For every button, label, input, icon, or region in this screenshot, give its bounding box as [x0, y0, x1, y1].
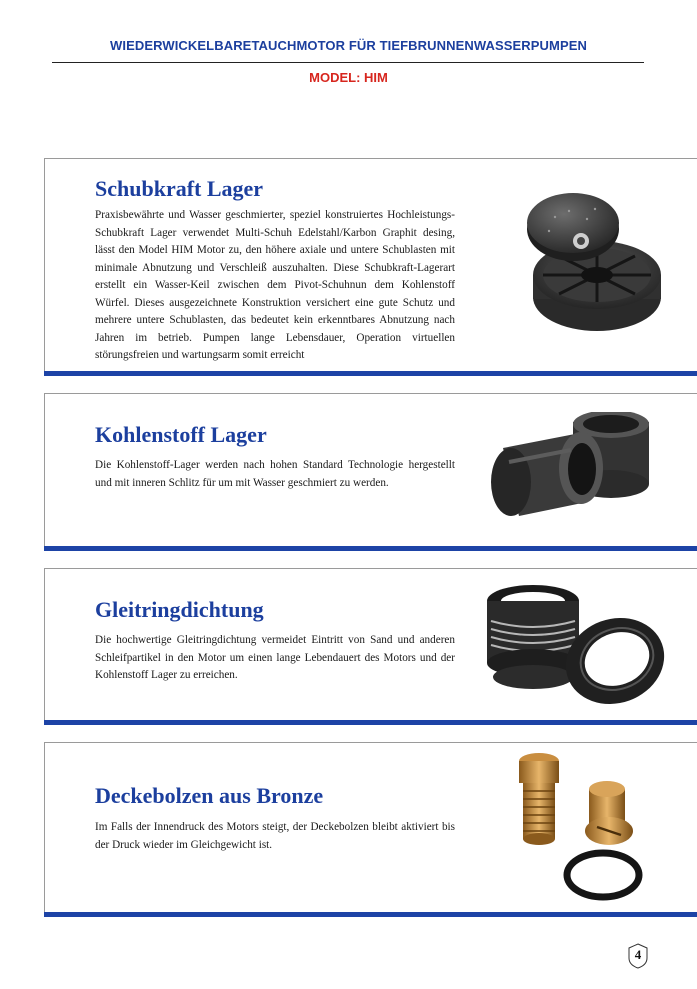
thrust-bearing-icon [515, 187, 665, 342]
header-divider [52, 62, 644, 63]
section-card-thrust-bearing [44, 158, 697, 376]
section-accent-bar [44, 720, 697, 725]
section-title: Schubkraft Lager [95, 176, 264, 201]
section-text: Die Kohlenstoff-Lager werden nach hohen Standard Technologie hergestellt und mit inneren Schlitz für um mit Wasser geschmiert zu werden. [95, 459, 455, 489]
section-text: Im Falls der Innendruck des Motors steigt, der Deckebolzen bleibt aktiviert bis der Druck wieder im Gleichgewicht ist. [95, 821, 455, 851]
section-title: Kohlenstoff Lager [95, 422, 267, 447]
section-card-mechanical-seal [44, 568, 697, 725]
model-label: MODEL: HIM [309, 70, 388, 85]
section-card-bronze-plug [44, 742, 697, 917]
section-accent-bar [44, 371, 697, 376]
section-accent-bar [44, 912, 697, 917]
section-text: Die hochwertige Gleitringdichtung vermeidet Eintritt von Sand und anderen Schleifpartikel in den Motor um einen lange Lebendauert des Motors und der Kohlenstoff Lager zu erreichen. [95, 634, 455, 681]
page-number: 4 [634, 947, 642, 962]
section-card-carbon-bearing [44, 393, 697, 551]
carbon-bearing-icon [489, 412, 659, 530]
bronze-plug-icon [507, 747, 647, 907]
section-text: Praxisbewährte und Wasser geschmierter, speziel konstruiertes Hochleistungs- Schubkraft Lager verwendet Multi-Schuh Edelstahl/Karbon Graphit desing, lässt den Model HIM Motor zu, den höhere axiale und untere Schublasten mit minimale Abnutzung und Verschleiß auszuhalten. Diese Schubkraft-Lagerart erstellt ein Wasser-Keil zwischen dem Pivot-Schuhnun dem Kohlenstoff Würfel. Dieses ausgezeichnete Konstruktion versichert eine gute Schutz und mehrere untere Schublasten, das bedeutet kein erkenntbares Abnutzung nach Jahren im betrieb. Pumpen lange Lebensdauer, Operation virtuellen störungsfreien und wartungsarm somit erreicht [95, 209, 455, 361]
section-title: Gleitringdichtung [95, 597, 264, 622]
section-accent-bar [44, 546, 697, 551]
section-title: Deckebolzen aus Bronze [95, 783, 324, 808]
mechanical-seal-icon [483, 581, 673, 706]
document-title: WIEDERWICKELBARETAUCHMOTOR FÜR TIEFBRUNNENWASSERPUMPEN [109, 38, 587, 53]
